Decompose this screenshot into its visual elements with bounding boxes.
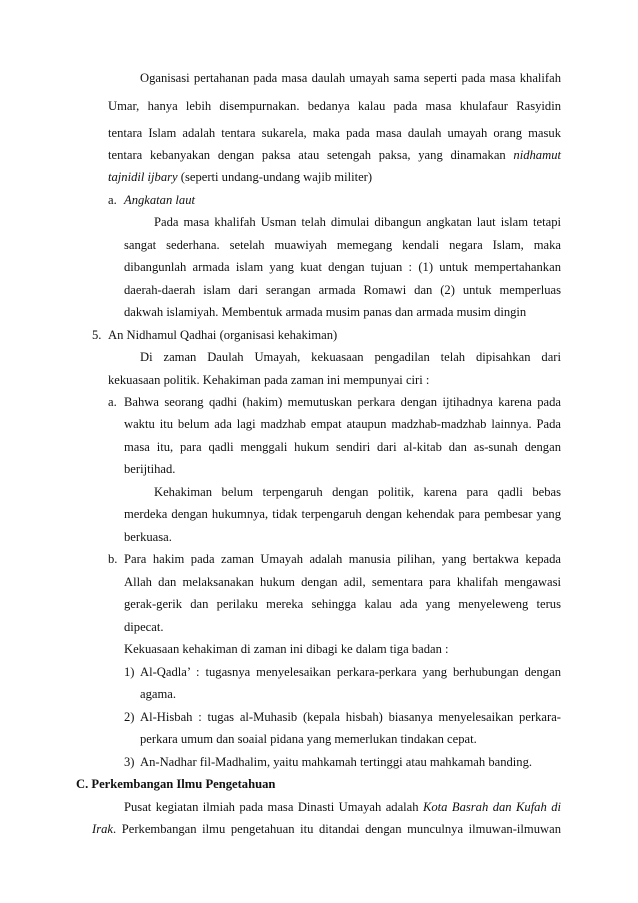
paragraph-line: Oganisasi pertahanan pada masa daulah umayah sama seperti pada masa khalifah (140, 71, 561, 85)
paragraph-line: berkuasa. (124, 530, 172, 544)
paragraph-line: merdeka dengan hukumnya, tidak terpengaruh dengan kehendak para pembesar yang (124, 507, 561, 521)
list-marker: 2) (124, 710, 135, 724)
paragraph-line: berijtihad. (124, 462, 176, 476)
paragraph-line: Al-Hisbah : tugas al-Muhasib (kepala hisbah) biasanya menyelesaikan perkara- (140, 710, 561, 724)
paragraph-line: dakwah islamiyah. Membentuk armada musim panas dan armada musim dingin (124, 305, 527, 319)
paragraph-line: gerak-gerik dan perilaku mereka sehingga kalau ada yang menyeleweng terus (124, 597, 561, 611)
paragraph-line: Bahwa seorang qadhi (hakim) memutuskan perkara dengan ijtihadnya karena pada (124, 395, 561, 409)
section-heading: C. Perkembangan Ilmu Pengetahuan (76, 777, 276, 791)
list-marker: 3) (124, 755, 135, 769)
paragraph-line: daerah-daerah islam dari serangan armada Romawi dan (2) untuk memperluas (124, 283, 561, 297)
paragraph-line: Allah dan melaksanakan hukum dengan adil, sementara para khalifah mengawasi (124, 575, 561, 589)
list-marker: 5. (92, 328, 102, 342)
paragraph-line: tentara Islam adalah tentara sukarela, maka pada masa daulah umayah orang masuk (108, 126, 561, 140)
paragraph-line: kekuasaan politik. Kehakiman pada zaman ini mempunyai ciri : (108, 373, 430, 387)
paragraph-line: tajnidil ijbary (seperti undang-undang wajib militer) (108, 170, 373, 184)
paragraph-line: Umar, hanya lebih disempurnakan. bedanya kalau pada masa khulafaur Rasyidin (108, 99, 561, 113)
paragraph-line: waktu itu belum ada lagi madzhab empat ataupun madzhab-madzhab lainnya. Pada (124, 417, 561, 431)
subheading: Angkatan laut (124, 193, 196, 207)
list-marker: 1) (124, 665, 135, 679)
list-marker: a. (108, 193, 117, 207)
paragraph-line: An-Nadhar fil-Madhalim, yaitu mahkamah tertinggi atau mahkamah banding. (140, 755, 533, 769)
paragraph-line: agama. (140, 687, 177, 701)
list-marker: a. (108, 395, 117, 409)
paragraph-line: Kekuasaan kehakiman di zaman ini dibagi ke dalam tiga badan : (124, 642, 449, 656)
paragraph-line: Irak. Perkembangan ilmu pengetahuan itu ditandai dengan munculnya ilmuwan-ilmuwan (92, 822, 561, 836)
paragraph-line: Kehakiman belum terpengaruh dengan politik, karena para qadli bebas (154, 485, 561, 499)
paragraph-line: Pada masa khalifah Usman telah dimulai dibangun angkatan laut islam tetapi (154, 215, 561, 229)
paragraph-line: Pusat kegiatan ilmiah pada masa Dinasti Umayah adalah Kota Basrah dan Kufah di (124, 800, 561, 814)
paragraph-line: dipecat. (124, 620, 164, 634)
paragraph-line: perkara umum dan soaial pidana yang memerlukan tindakan cepat. (140, 732, 477, 746)
subheading: An Nidhamul Qadhai (organisasi kehakiman) (108, 328, 338, 342)
paragraph-line: Di zaman Daulah Umayah, kekuasaan pengadilan telah dipisahkan dari (140, 350, 561, 364)
paragraph-line: Para hakim pada zaman Umayah adalah manusia pilihan, yang bertakwa kepada (124, 552, 561, 566)
paragraph-line: masa itu, para qadli menggali hukum sendiri dari al-kitab dan as-sunah dengan (124, 440, 561, 454)
paragraph-line: Al-Qadla’ : tugasnya menyelesaikan perkara-perkara yang berhubungan dengan (140, 665, 561, 679)
paragraph-line: tentara kebanyakan dengan paksa atau setengah paksa, yang dinamakan nidhamut (108, 148, 561, 162)
paragraph-line: dibangunlah armada islam yang kuat dengan tujuan : (1) untuk mempertahankan (124, 260, 561, 274)
list-marker: b. (108, 552, 118, 566)
paragraph-line: sangat sederhana. setelah muawiyah memegang kendali negara Islam, maka (124, 238, 561, 252)
